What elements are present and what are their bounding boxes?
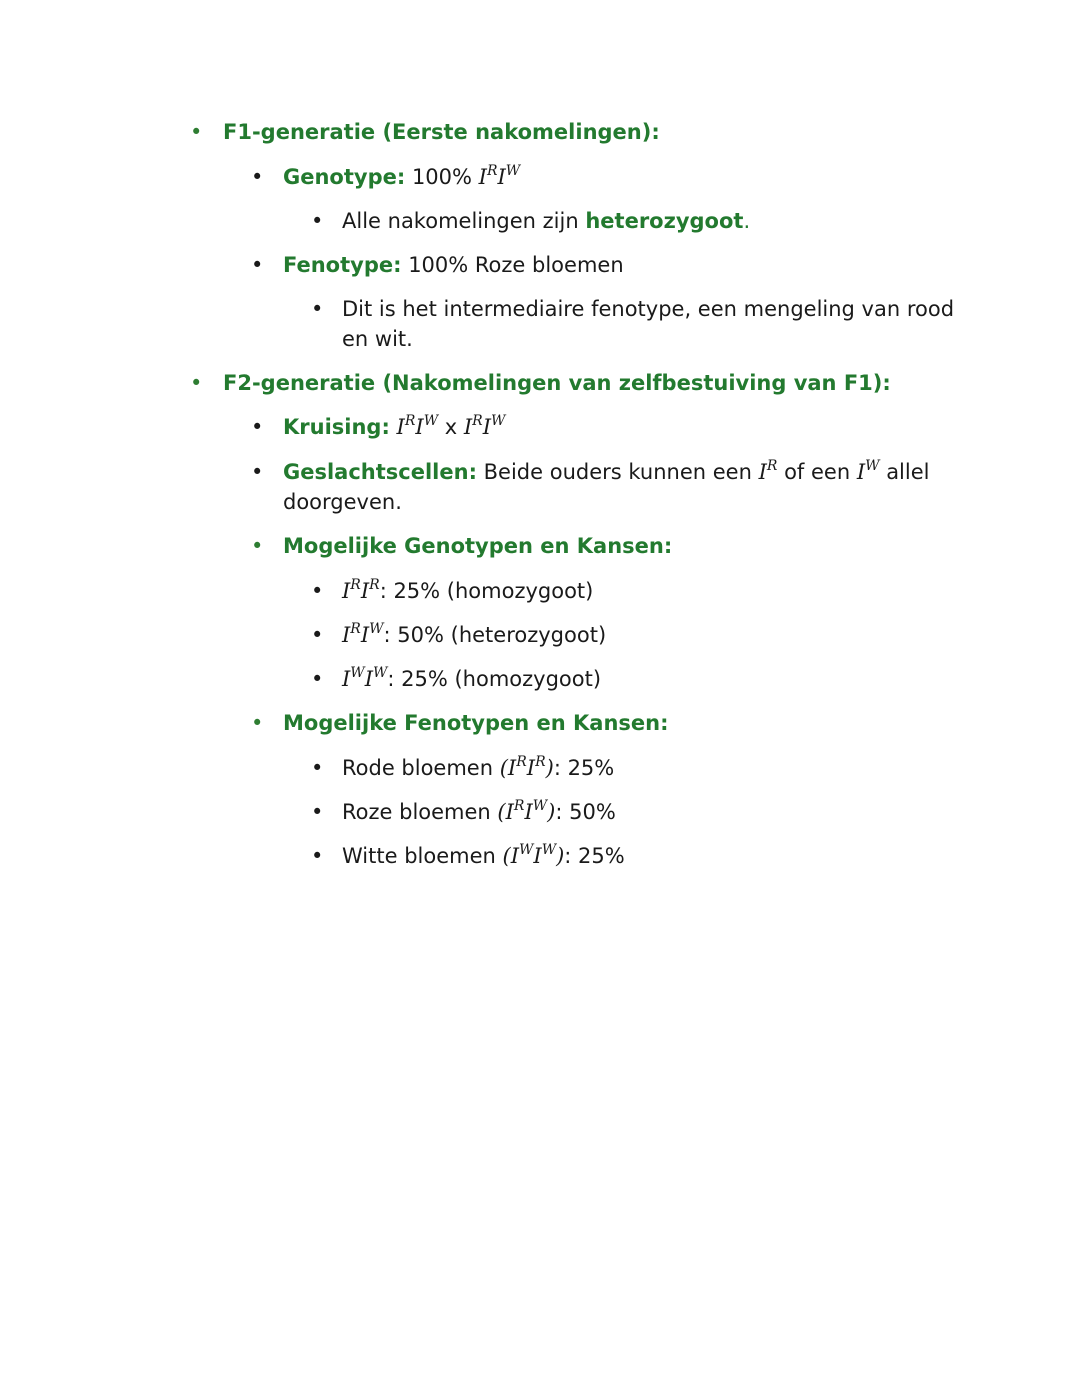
bullet-marker: • <box>251 253 264 277</box>
list-item <box>342 576 593 606</box>
genotypen-heading: Mogelijke Genotypen en Kansen: <box>283 534 673 558</box>
genotype-formula: $I^RI^W$ <box>478 163 521 189</box>
fenotype-item <box>283 250 624 280</box>
fenotype-witte-value: : 25% <box>564 844 625 868</box>
genotype-ww-text: : 25% (homozygoot) <box>387 667 602 691</box>
bullet-marker: • <box>311 667 324 691</box>
bullet-marker: • <box>190 120 203 144</box>
genotype-label: Genotype: <box>283 165 406 189</box>
allele-w: $I^W$ <box>856 458 880 484</box>
fenotype-sub-line1: Dit is het intermediaire fenotype, een mengeling van rood <box>342 297 955 321</box>
fenotype-roze-value: : 50% <box>555 800 616 824</box>
bullet-marker: • <box>311 297 324 321</box>
fenotype-label: Fenotype: <box>283 253 402 277</box>
bullet-marker: • <box>251 165 264 189</box>
kruising-parent2: $I^RI^W$ <box>463 413 506 439</box>
fenotype-sub-item-cont <box>342 324 413 354</box>
bullet-marker: • <box>311 209 324 233</box>
bullet-marker: • <box>251 460 264 484</box>
bullet-marker: • <box>311 756 324 780</box>
f1-heading: F1-generatie (Eerste nakomelingen): <box>223 120 660 144</box>
fenotype-rode-formula: $(I^RI^R)$ <box>499 754 554 780</box>
bullet-marker: • <box>311 800 324 824</box>
f2-heading: F2-generatie (Nakomelingen van zelfbestuiving van F1): <box>223 371 891 395</box>
genotypen-heading-item <box>283 531 672 561</box>
bullet-marker: • <box>311 623 324 647</box>
genotype-rw: $I^RI^W$ <box>342 621 384 647</box>
genotype-item <box>283 162 520 192</box>
genotype-rr: $I^RI^R$ <box>342 577 380 603</box>
fenotype-rode-label: Rode bloemen <box>342 756 500 780</box>
geslachtscellen-item <box>283 457 929 487</box>
fenotype-witte-formula: $(I^WI^W)$ <box>502 842 565 868</box>
kruising-parent1: $I^RI^W$ <box>396 413 439 439</box>
geslachtscellen-item-cont <box>283 487 402 517</box>
genotype-ww: $I^WI^W$ <box>342 665 388 691</box>
kruising-label: Kruising: <box>283 415 390 439</box>
geslachtscellen-label: Geslachtscellen: <box>283 460 477 484</box>
fenotype-sub-item <box>342 294 954 324</box>
list-item <box>342 797 616 827</box>
fenotype-witte-label: Witte bloemen <box>342 844 503 868</box>
bullet-marker: • <box>190 371 203 395</box>
fenotype-text: 100% Roze bloemen <box>401 253 624 277</box>
bullet-marker: • <box>251 415 264 439</box>
genotype-text: 100% <box>405 165 479 189</box>
bullet-marker: • <box>251 711 264 735</box>
genotype-sub-item <box>342 206 750 236</box>
list-item <box>342 753 614 783</box>
bullet-marker: • <box>311 579 324 603</box>
geslacht-text3: allel <box>879 460 930 484</box>
f2-heading-item <box>223 368 891 398</box>
list-item <box>342 841 625 871</box>
geslacht-text2: of een <box>777 460 857 484</box>
list-item <box>342 620 606 650</box>
fenotype-sub-line2: en wit. <box>342 327 413 351</box>
bullet-marker: • <box>311 844 324 868</box>
kruising-x: x <box>438 415 464 439</box>
list-item <box>342 664 601 694</box>
kruising-item <box>283 412 505 442</box>
fenotypen-heading: Mogelijke Fenotypen en Kansen: <box>283 711 669 735</box>
genotype-sub-end: . <box>743 209 751 233</box>
f1-heading-item <box>223 117 660 147</box>
geslacht-line2: doorgeven. <box>283 490 402 514</box>
bullet-marker: • <box>251 534 264 558</box>
genotype-rr-text: : 25% (homozygoot) <box>379 579 594 603</box>
geslacht-text1: Beide ouders kunnen een <box>476 460 759 484</box>
fenotype-rode-value: : 25% <box>553 756 615 780</box>
fenotype-roze-label: Roze bloemen <box>342 800 498 824</box>
genotype-rw-text: : 50% (heterozygoot) <box>383 623 607 647</box>
fenotype-roze-formula: $(I^RI^W)$ <box>497 798 556 824</box>
genotype-sub-text: Alle nakomelingen zijn <box>342 209 586 233</box>
fenotypen-heading-item <box>283 708 669 738</box>
allele-r: $I^R$ <box>758 458 778 484</box>
heterozygoot-term: heterozygoot <box>585 209 744 233</box>
